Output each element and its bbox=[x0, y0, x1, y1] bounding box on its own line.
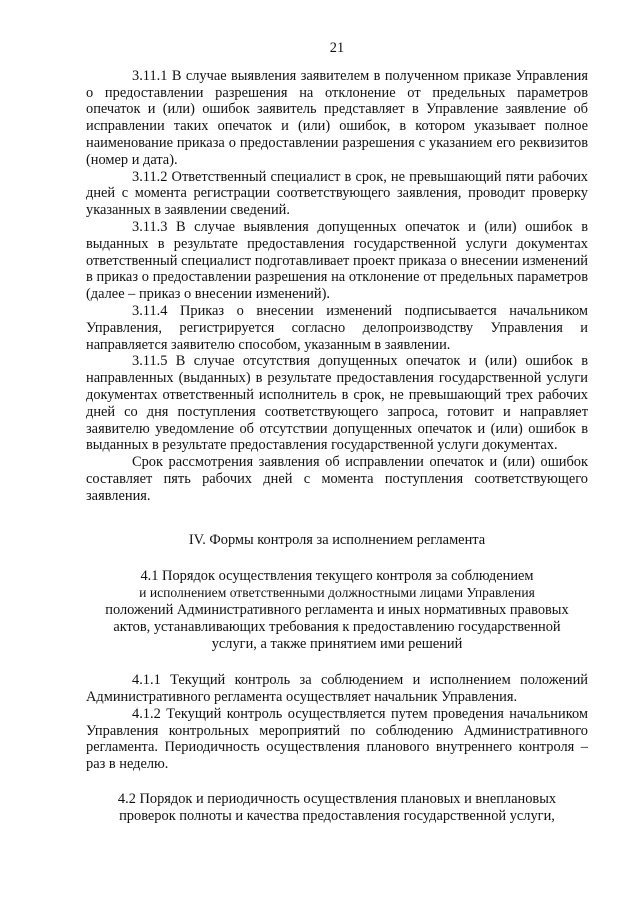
heading-4-1 bbox=[86, 568, 588, 652]
paragraph-4-1-1: 4.1.1 Текущий контроль за соблюдением и исполнением положений Административного регламента осуществляет начальник Управления. bbox=[86, 672, 588, 706]
document-page bbox=[86, 40, 588, 825]
paragraph-3-11-1: 3.11.1 В случае выявления заявителем в полученном приказе Управления о предоставлении разрешения на отклонение от предельных параметров опечаток и (или) ошибок заявитель представляет в Управление заявление об исправлении таких опечаток и (или) ошибок, в котором указывает полное наименование приказа о предоставлении разрешения с указанием его реквизитов (номер и дата). bbox=[86, 67, 588, 168]
paragraph-3-11-4: 3.11.4 Приказ о внесении изменений подписывается начальником Управления, регистрируется согласно делопроизводству Управления и направляется заявителю способом, указанным в заявлении. bbox=[86, 302, 588, 353]
paragraph-3-11-5: 3.11.5 В случае отсутствия допущенных опечаток и (или) ошибок в направленных (выданных) в результате предоставления государственной услуги документах ответственный исполнитель в срок, не превышающий трех рабочих дней со дня поступления соответствующего запроса, готовит и направляет заявителю уведомление об отсутствии допущенных опечаток и (или) ошибок в выданных в результате предоставления государственной услуги документах. bbox=[86, 353, 588, 454]
paragraph-4-1-2: 4.1.2 Текущий контроль осуществляется путем проведения начальником Управления контрольных мероприятий по соблюдению Административного регламента. Периодичность осуществления планового внутреннего контроля – раз в неделю. bbox=[86, 705, 588, 773]
heading-4-1-line: 4.1 Порядок осуществления текущего контроля за соблюдением bbox=[140, 568, 534, 585]
heading-4-1-line: актов, устанавливающих требования к предоставлению государственной bbox=[113, 618, 561, 635]
paragraph-3-11-3: 3.11.3 В случае выявления допущенных опечаток и (или) ошибок в выданных в результате предоставления государственной услуги документах ответственный специалист подготавливает проект приказа о внесении изменений в приказ о предоставлении разрешения на отклонение от предельных параметров (далее – приказ о внесении изменений). bbox=[86, 218, 588, 303]
heading-4-2-line: 4.2 Порядок и периодичность осуществления плановых и внеплановых bbox=[117, 791, 557, 808]
paragraph-deadline: Срок рассмотрения заявления об исправлении опечаток и (или) ошибок составляет пять рабочих дней с момента поступления соответствующего заявления. bbox=[86, 454, 588, 504]
heading-4-2 bbox=[86, 791, 588, 825]
section-title: IV. Формы контроля за исполнением регламента bbox=[188, 531, 486, 548]
heading-4-2-line: проверок полноты и качества предоставления государственной услуги, bbox=[119, 807, 555, 824]
heading-4-1-line: положений Административного регламента и иных нормативных правовых bbox=[105, 601, 569, 618]
page-number: 21 bbox=[329, 40, 345, 56]
heading-4-1-line: и исполнением ответственными должностными лицами Управления bbox=[139, 585, 535, 601]
heading-4-1-line: услуги, а также принятием ими решений bbox=[211, 635, 463, 652]
paragraph-3-11-2: 3.11.2 Ответственный специалист в срок, не превышающий пяти рабочих дней с момента регистрации соответствующего заявления, проводит проверку указанных в заявлении сведений. bbox=[86, 168, 588, 219]
